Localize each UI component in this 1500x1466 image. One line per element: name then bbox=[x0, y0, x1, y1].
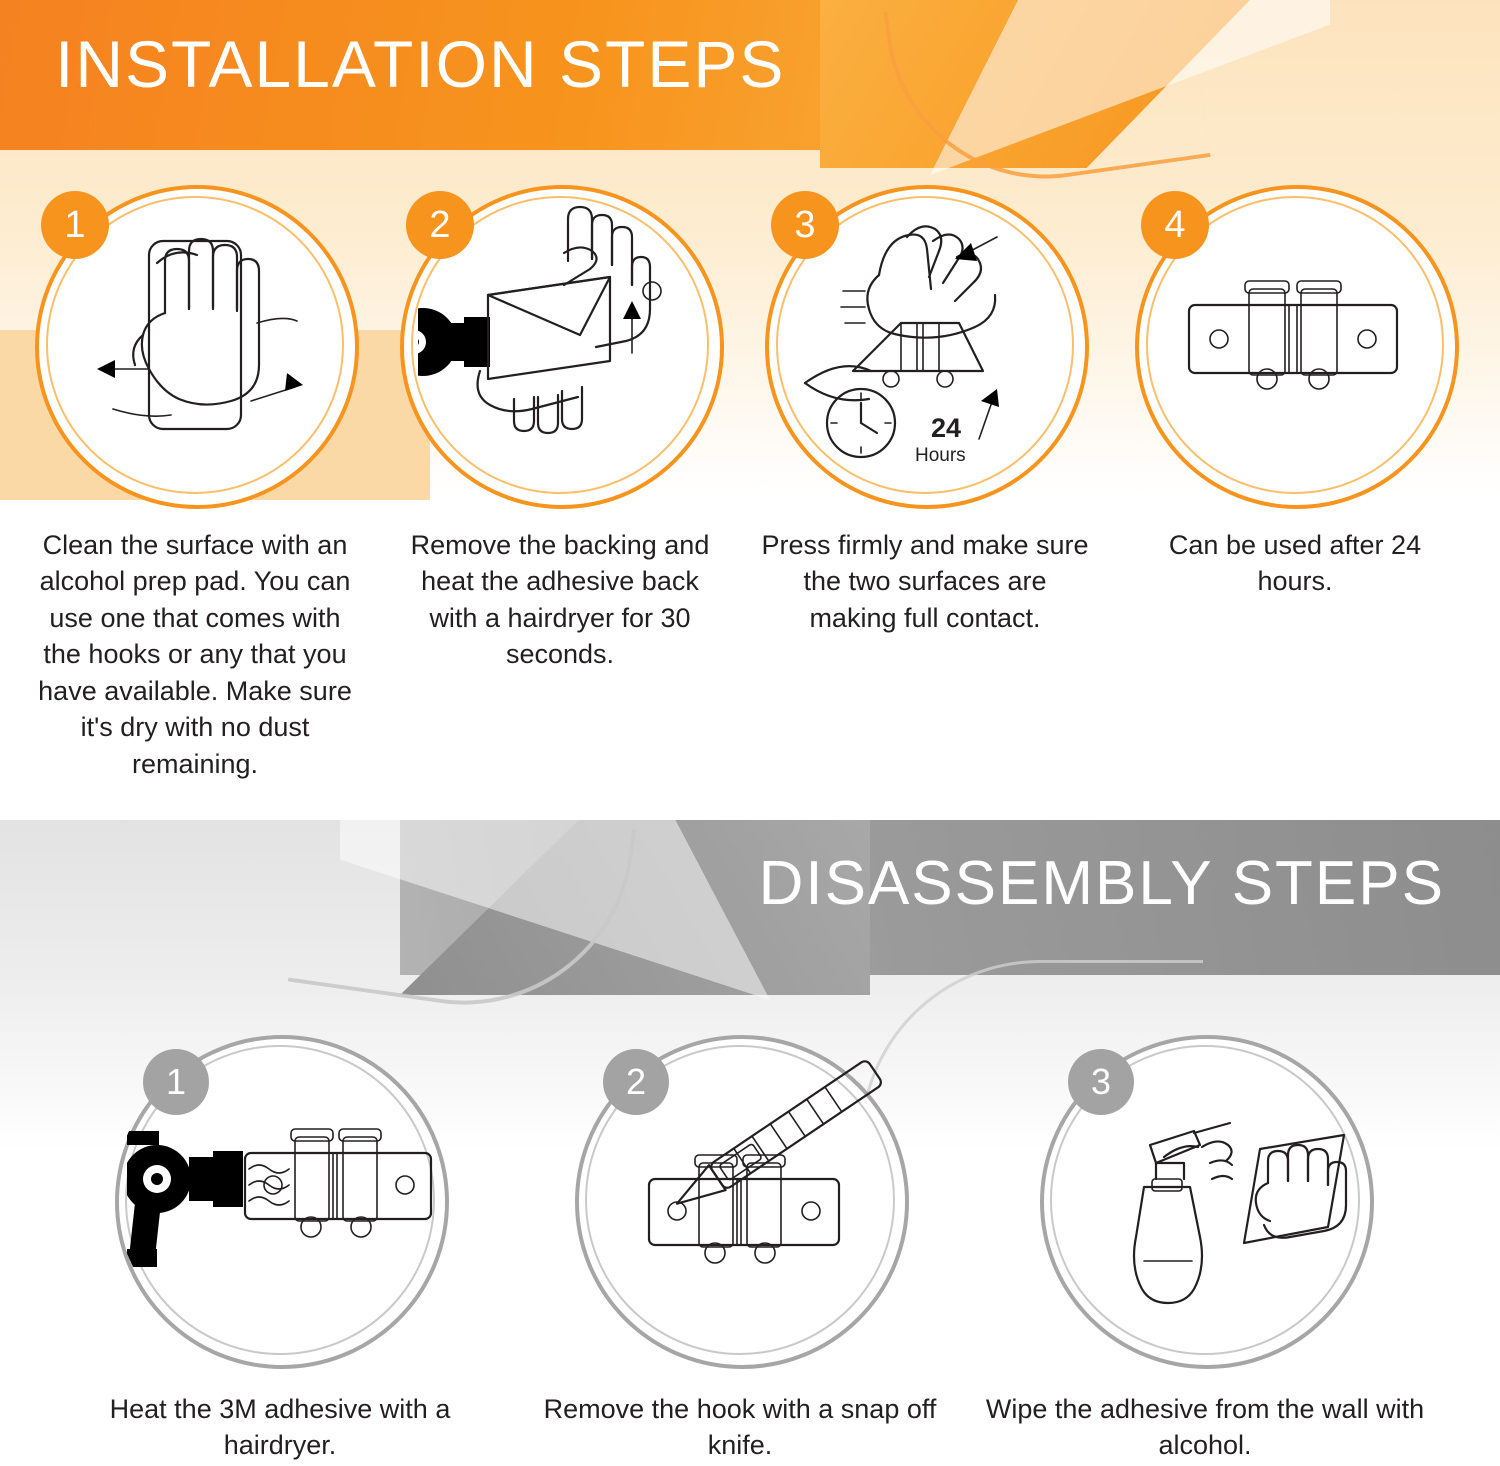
installation-step-1-number: 1 bbox=[41, 191, 109, 259]
disassembly-section bbox=[0, 820, 1500, 1466]
installation-step-2 bbox=[390, 185, 730, 673]
installation-step-4-illustration bbox=[1135, 185, 1455, 505]
disassembly-step-2-caption: Remove the hook with a snap off knife. bbox=[543, 1394, 937, 1461]
disassembly-step-3 bbox=[985, 1035, 1425, 1464]
installation-step-3-caption: Press firmly and make sure the two surfaces are making full contact. bbox=[761, 530, 1089, 633]
installation-step-4-caption: Can be used after 24 hours. bbox=[1168, 530, 1422, 597]
installation-step-3 bbox=[755, 185, 1095, 636]
installation-step-3-number: 3 bbox=[771, 191, 839, 259]
installation-step-2-illustration bbox=[400, 185, 720, 505]
installation-step-2-number: 2 bbox=[406, 191, 474, 259]
installation-step-1-caption: Clean the surface with an alcohol prep pad. You can use one that comes with the hooks or any that you have available. Make sure it's dry with no dust remaining. bbox=[38, 530, 352, 779]
installation-title: INSTALLATION STEPS bbox=[55, 27, 786, 101]
installation-step-1-illustration bbox=[35, 185, 355, 505]
disassembly-step-3-caption: Wipe the adhesive from the wall with alcohol. bbox=[985, 1394, 1425, 1461]
installation-step-1 bbox=[25, 185, 365, 782]
disassembly-step-1-illustration bbox=[115, 1035, 445, 1365]
installation-step-3-illustration bbox=[765, 185, 1085, 505]
installation-step-3-timer-unit: Hours bbox=[915, 445, 966, 466]
disassembly-title: DISASSEMBLY STEPS bbox=[758, 849, 1445, 918]
disassembly-step-3-number: 3 bbox=[1068, 1049, 1134, 1115]
installation-step-2-caption: Remove the backing and heat the adhesive back with a hairdryer for 30 seconds. bbox=[410, 530, 710, 670]
disassembly-step-3-illustration bbox=[1040, 1035, 1370, 1365]
disassembly-step-2-illustration bbox=[575, 1035, 905, 1365]
installation-step-4 bbox=[1125, 185, 1465, 600]
installation-step-4-number: 4 bbox=[1141, 191, 1209, 259]
disassembly-step-1-caption: Heat the 3M adhesive with a hairdryer. bbox=[109, 1394, 451, 1461]
disassembly-step-1 bbox=[60, 1035, 500, 1464]
disassembly-step-1-number: 1 bbox=[143, 1049, 209, 1115]
disassembly-step-2 bbox=[520, 1035, 960, 1464]
disassembly-step-2-number: 2 bbox=[603, 1049, 669, 1115]
installation-step-3-timer-value: 24 bbox=[931, 413, 962, 443]
